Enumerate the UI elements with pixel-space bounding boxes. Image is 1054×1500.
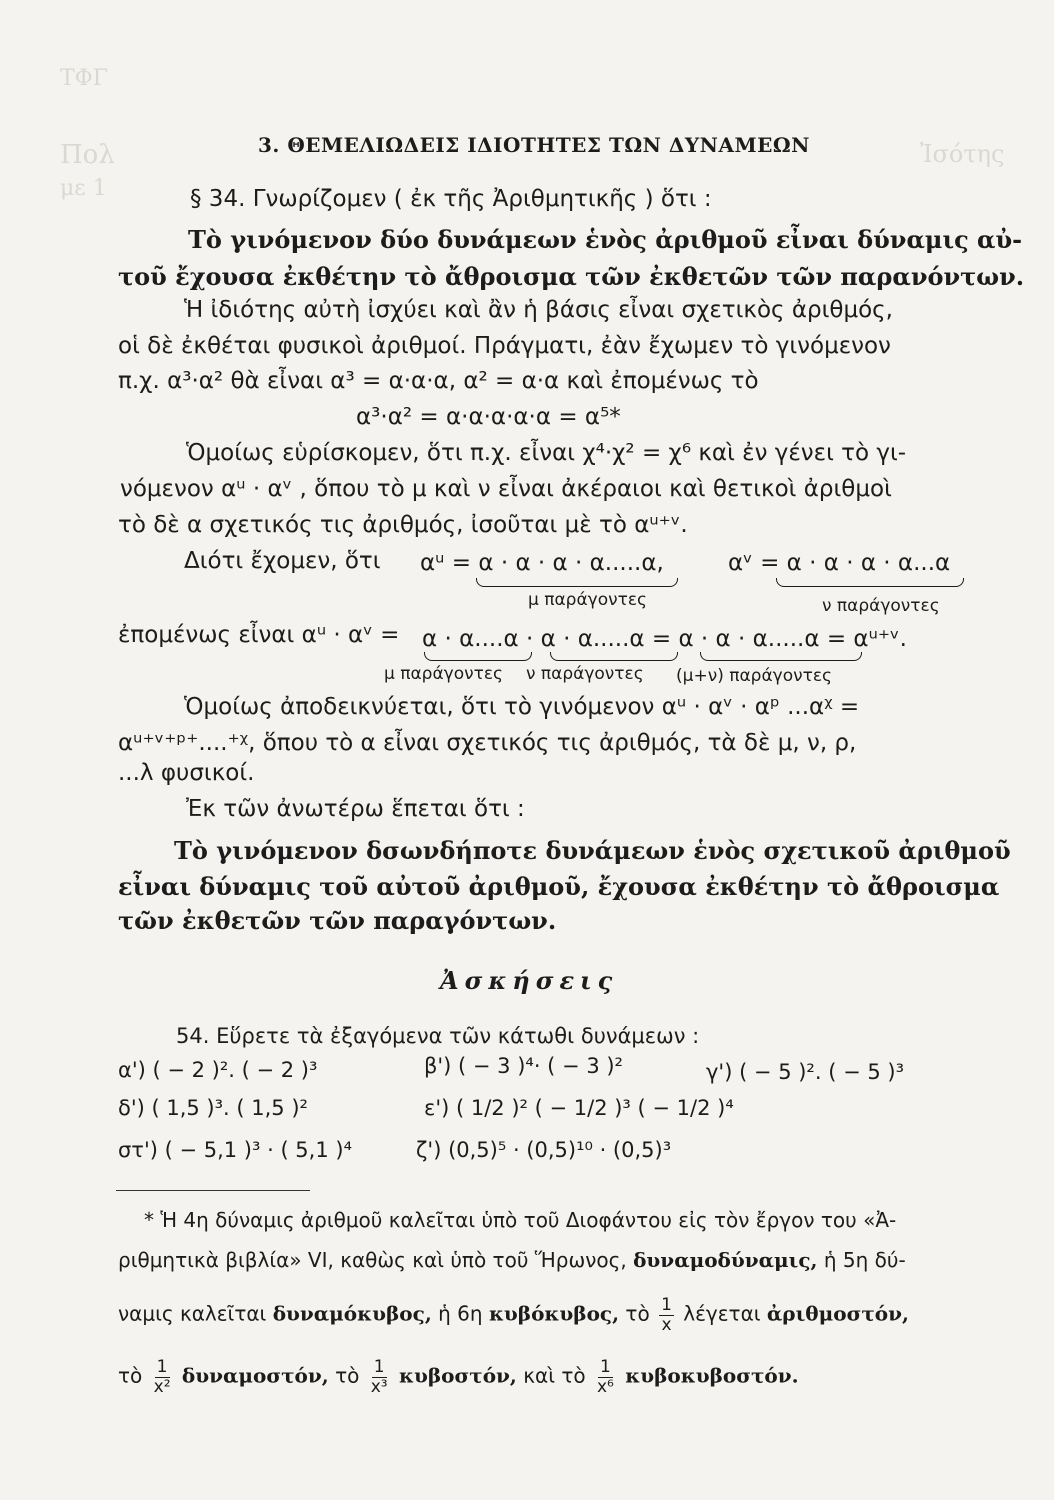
- section-heading: 3. ΘΕΜΕΛΙΩΔΕΙΣ ΙΔΙΟΤΗΤΕΣ ΤΩΝ ΔΥΝΑΜΕΩΝ: [258, 133, 810, 157]
- underbrace: [424, 652, 532, 661]
- brace-label: ν παράγοντες: [526, 664, 644, 684]
- underbrace: [550, 652, 678, 661]
- footnote-text: τὸ: [625, 1301, 650, 1326]
- paragraph-line: ἐπομένως εἶναι αᵘ · αᵛ =: [118, 622, 400, 648]
- footnote-text: ἡ 5η δύ-: [823, 1248, 906, 1272]
- footnote-term: ἀριθμοστόν,: [766, 1301, 909, 1326]
- paragraph-line: Ἡ ἰδιότης αὐτὴ ἰσχύει καὶ ἂν ἡ βάσις εἶναι σχετικὸς ἀριθμός,: [184, 297, 893, 323]
- footnote-text: τὸ: [335, 1363, 360, 1388]
- exercise-item: στ') ( − 5,1 )³ · ( 5,1 )⁴: [118, 1138, 352, 1162]
- footnote-text: ἡ 6η: [438, 1301, 483, 1326]
- footnote-term: δυναμοστόν,: [181, 1363, 329, 1388]
- footnote-line: [118, 1248, 906, 1272]
- exercises-title: Ἀσκήσεις: [440, 966, 619, 995]
- brace-label: (μ+ν) παράγοντες: [676, 666, 833, 686]
- brace-label: μ παράγοντες: [384, 664, 504, 684]
- exercise-item: α') ( − 2 )². ( − 2 )³: [118, 1058, 318, 1082]
- fraction-1-over-x3: $\frac{1}{\text{x³}}$: [370, 1357, 388, 1397]
- paragraph-line: Διότι ἔχομεν, ὅτι: [184, 548, 381, 574]
- footnote-term: δυναμόκυβος,: [272, 1301, 432, 1326]
- paragraph-line: Ὁμοίως ἀποδεικνύεται, ὅτι τὸ γινόμενον αᵘ · αᵛ · αᵖ ...αᵡ =: [184, 694, 860, 720]
- footnote-line: [118, 1296, 909, 1334]
- exercise-item: β') ( − 3 )⁴· ( − 3 )²: [424, 1054, 623, 1078]
- footnote-rule: [116, 1190, 310, 1191]
- footnote-text: τὸ: [118, 1363, 143, 1388]
- exercise-item: γ') ( − 5 )². ( − 5 )³: [706, 1060, 904, 1084]
- paragraph-line: Ὁμοίως εὑρίσκομεν, ὅτι π.χ. εἶναι χ⁴·χ² = χ⁶ καὶ ἐν γένει τὸ γι-: [186, 440, 907, 466]
- paragraph-line: Ἐκ τῶν ἀνωτέρω ἕπεται ὅτι :: [186, 796, 525, 822]
- theorem-line: τῶν ἐκθετῶν τῶν παραγόντων.: [118, 906, 557, 935]
- theorem-line: τοῦ ἔχουσα ἐκθέτην τὸ ἄθροισμα τῶν ἐκθετῶν τῶν παρανόντων.: [118, 262, 1025, 291]
- footnote-term: κυβόκυβος,: [488, 1301, 620, 1326]
- theorem-line: Τὸ γινόμενον δσωνδήποτε δυνάμεων ἑνὸς σχετικοῦ ἀριθμοῦ: [174, 836, 1011, 865]
- paragraph-line: αᵘ⁺ᵛ⁺ᵖ⁺....⁺ᵡ, ὅπου τὸ α εἶναι σχετικός τις ἀριθμός, τὰ δὲ μ, ν, ρ,: [118, 730, 857, 756]
- footnote-text: ριθμητικὰ βιβλία» VI, καθὼς καὶ ὑπὸ τοῦ Ἥρωνος,: [118, 1248, 627, 1272]
- brace-label: ν παράγοντες: [822, 596, 940, 616]
- footnote-term: κυβοκυβοστόν.: [625, 1363, 799, 1388]
- footnote-line: * Ἡ 4η δύναμις ἀριθμοῦ καλεῖται ὑπὸ τοῦ Διοφάντου εἰς τὸν ἔργον του «Ἀ-: [144, 1208, 897, 1232]
- fraction-1-over-x6: $\frac{1}{\text{x⁶}}$: [596, 1357, 614, 1397]
- paragraph-line: ...λ φυσικοί.: [118, 760, 255, 786]
- formula-line: α · α....α · α · α.....α = α · α · α.....α = αᵘ⁺ᵛ.: [422, 626, 907, 652]
- paragraph-line: νόμενον αᵘ · αᵛ , ὅπου τὸ μ καὶ ν εἶναι ἀκέραιοι καὶ θετικοὶ ἀριθμοὶ: [120, 476, 892, 502]
- paragraph-line: οἱ δὲ ἐκθέται φυσικοὶ ἀριθμοί. Πράγματι, ἐὰν ἔχωμεν τὸ γινόμενον: [118, 333, 891, 359]
- brace-label: μ παράγοντες: [528, 590, 648, 610]
- fraction-1-over-x: $\frac{1}{x}$: [661, 1295, 672, 1335]
- exercise-item: ε') ( 1/2 )² ( − 1/2 )³ ( − 1/2 )⁴: [424, 1096, 734, 1120]
- exercise-item: ζ') (0,5)⁵ · (0,5)¹⁰ · (0,5)³: [416, 1138, 672, 1162]
- formula-line: αᵛ = α · α · α · α...α: [728, 550, 951, 576]
- formula-line: α³·α² = α·α·α·α·α = α⁵*: [356, 404, 621, 430]
- footnote-text: ναμις καλεῖται: [118, 1301, 267, 1326]
- footnote-line: [118, 1358, 799, 1396]
- underbrace: [700, 652, 862, 661]
- footnote-term: κυβοστόν,: [399, 1363, 517, 1388]
- paragraph-line: § 34. Γνωρίζομεν ( ἐκ τῆς Ἀριθμητικῆς ) ὅτι :: [190, 186, 712, 212]
- theorem-line: Τὸ γινόμενον δύο δυνάμεων ἑνὸς ἀριθμοῦ εἶναι δύναμις αὐ-: [188, 225, 1023, 254]
- exercise-intro: 54. Εὕρετε τὰ ἐξαγόμενα τῶν κάτωθι δυνάμεων :: [176, 1024, 700, 1048]
- underbrace: [776, 578, 964, 587]
- theorem-line: εἶναι δύναμις τοῦ αὐτοῦ ἀριθμοῦ, ἔχουσα ἐκθέτην τὸ ἄθροισμα: [118, 872, 1000, 901]
- underbrace: [476, 578, 678, 587]
- paragraph-line: τὸ δὲ α σχετικός τις ἀριθμός, ἰσοῦται μὲ τὸ αᵘ⁺ᵛ.: [118, 512, 688, 538]
- footnote-text: λέγεται: [683, 1301, 761, 1326]
- formula-line: αᵘ = α · α · α · α.....α,: [420, 550, 664, 576]
- exercise-item: δ') ( 1,5 )³. ( 1,5 )²: [118, 1096, 308, 1120]
- fraction-1-over-x2: $\frac{1}{\text{x²}}$: [153, 1357, 171, 1397]
- footnote-term: δυναμοδύναμις,: [633, 1248, 818, 1272]
- footnote-text: καὶ τὸ: [523, 1363, 586, 1388]
- paragraph-line: π.χ. α³·α² θὰ εἶναι α³ = α·α·α, α² = α·α καὶ ἐπομένως τὸ: [118, 368, 759, 394]
